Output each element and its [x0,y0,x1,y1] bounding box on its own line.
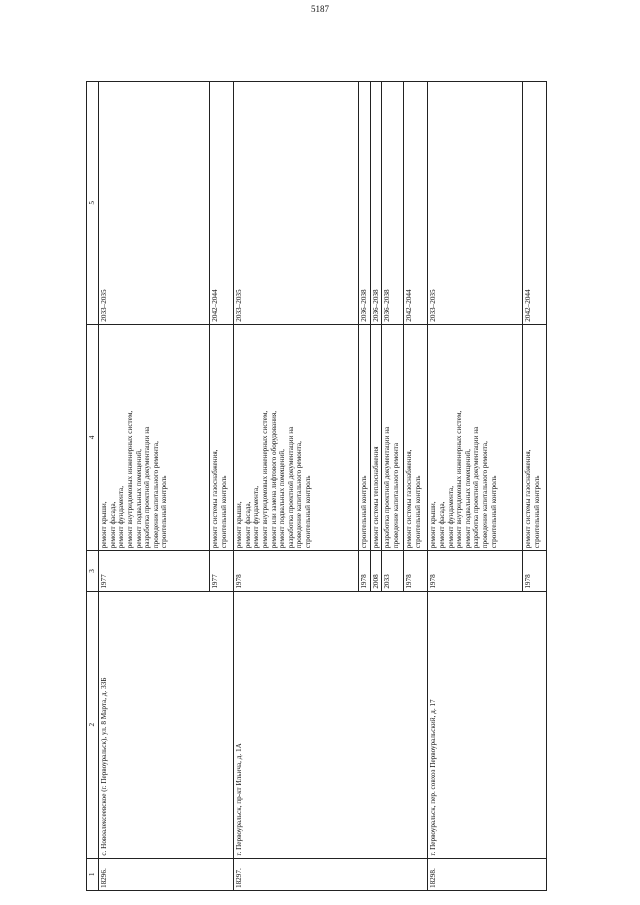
work-line: ремонт внутридомовых инженерных систем, [125,410,134,549]
work-line: проведение капитального ремонта [391,442,400,549]
period-cell: 2033–2035 [428,82,523,325]
period-cell: 2042–2044 [523,82,547,325]
works-cell [210,324,234,551]
works-cell [234,324,359,551]
row-number: 18298. [428,858,547,890]
work-line: строительный контроль [219,475,228,549]
year-cell: 1978 [428,551,523,591]
work-line: ремонт крыши, [100,501,108,549]
period-cell: 2033–2035 [99,82,210,325]
works-cell [99,324,210,551]
work-line: ремонт фундамента, [446,485,455,549]
address-cell: с. Новоалексеевское (г. Первоуральск), ул. 8 Марта, д. 33Б [99,591,234,858]
work-line: проведение капитального ремонта, [151,441,160,549]
work-line: строительный контроль [160,475,169,549]
work-line: ремонт подвальных помещений, [278,449,287,549]
work-line: ремонт подвальных помещений, [463,449,472,549]
year-cell: 2033 [382,551,404,591]
work-line: ремонт или замена лифтового оборудования, [269,410,278,549]
work-line: строительный контроль [489,475,498,549]
work-line: строительный контроль [413,475,422,549]
work-line: проведение капитального ремонта, [481,441,490,549]
period-cell: 2042–2044 [404,82,428,325]
period-cell: 2036–2038 [359,82,371,325]
work-line: ремонт системы газоснабжения, [524,449,533,549]
works-cell [523,324,547,551]
year-cell: 2008 [370,551,382,591]
period-cell: 2036–2038 [382,82,404,325]
year-cell: 1978 [523,551,547,591]
table-row [234,82,359,891]
table-row [99,82,210,891]
works-cell [359,324,371,551]
row-number: 18297. [234,858,428,890]
work-line: ремонт системы газоснабжения, [405,449,414,549]
work-line: ремонт фасада, [243,501,252,549]
period-cell: 2042–2044 [210,82,234,325]
address-cell: г. Первоуральск, пер. совхоз Первоуральский, д. 17 [428,591,547,858]
period-cell: 2033–2035 [234,82,359,325]
work-line: строительный контроль [304,475,313,549]
work-line: ремонт фундамента, [252,485,261,549]
work-line: разработка проектной документации на [286,426,295,549]
works-cell [428,324,523,551]
work-line: ремонт фасада, [108,501,117,549]
work-line: ремонт крыши, [429,501,438,549]
rotated-table-container [86,81,541,891]
table-row [428,82,523,891]
header-col-5: 5 [87,82,99,325]
work-line: строительный контроль [360,475,368,549]
period-cell: 2036–2038 [370,82,382,325]
work-line: ремонт системы газоснабжения, [211,449,219,549]
page-number: 5187 [311,4,329,14]
header-col-4: 4 [87,324,99,551]
header-col-2: 2 [87,591,99,858]
work-line: строительный контроль [532,475,541,549]
row-number: 18296. [99,858,234,890]
work-line: ремонт внутридомовых инженерных систем, [260,410,269,549]
work-line: проведение капитального ремонта, [295,441,304,549]
works-cell [382,324,404,551]
works-cell [404,324,428,551]
year-cell: 1978 [404,551,428,591]
header-row [87,82,99,891]
year-cell: 1978 [359,551,371,591]
year-cell: 1977 [99,551,210,591]
work-line: ремонт подвальных помещений, [134,449,143,549]
work-line: ремонт фундамента, [117,485,126,549]
work-line: ремонт системы теплоснабжения [371,446,380,549]
repair-schedule-table [86,81,547,891]
work-line: разработка проектной документации на [143,426,152,549]
year-cell: 1978 [234,551,359,591]
work-line: разработка проектной документации на [383,426,392,549]
work-line: ремонт внутридомовых инженерных систем, [455,410,464,549]
header-col-1: 1 [87,858,99,890]
header-col-3: 3 [87,551,99,591]
work-line: разработка проектной документации на [472,426,481,549]
address-cell: г. Первоуральск, пр-кт Ильича, д. 1А [234,591,428,858]
year-cell: 1977 [210,551,234,591]
works-cell [370,324,382,551]
work-line: ремонт фасада, [437,501,446,549]
work-line: ремонт крыши, [235,501,243,549]
